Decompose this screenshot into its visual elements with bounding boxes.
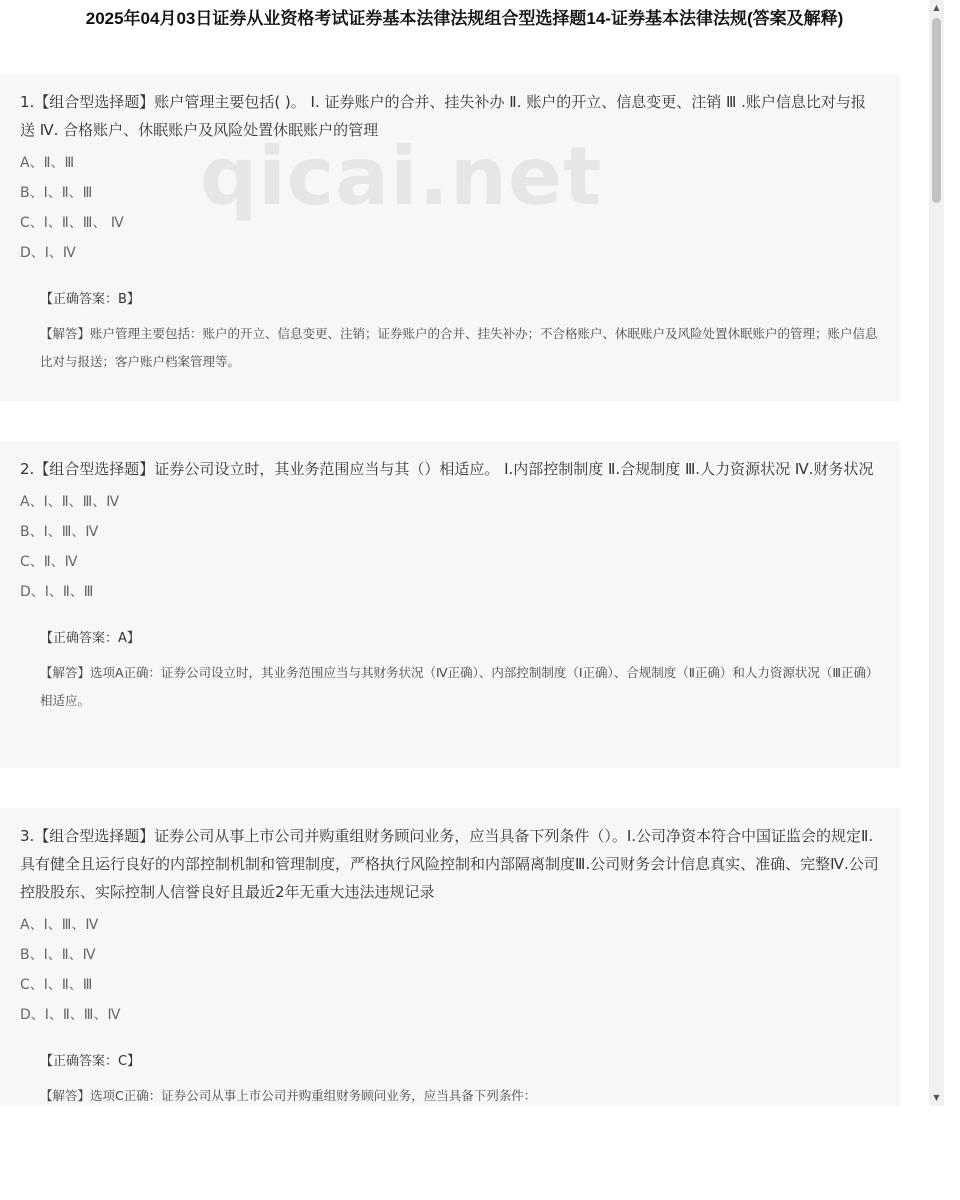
correct-answer: 【正确答案：C】 xyxy=(40,1054,141,1069)
option-c[interactable]: C、Ⅱ、Ⅳ xyxy=(20,554,78,570)
explanation: 【解答】选项A正确：证券公司设立时，其业务范围应当与其财务状况（Ⅳ正确）、内部控制制度（Ⅰ正确）、合规制度（Ⅱ正确）和人力资源状况（Ⅲ正确）相适应。 xyxy=(40,665,879,708)
correct-answer: 【正确答案：B】 xyxy=(40,292,140,307)
option-a[interactable]: A、Ⅰ、Ⅱ、Ⅲ、Ⅳ xyxy=(20,494,120,510)
watermark: qicai.net xyxy=(200,130,603,223)
option-c[interactable]: C、Ⅰ、Ⅱ、Ⅲ、 Ⅳ xyxy=(20,215,124,231)
option-b[interactable]: B、Ⅰ、Ⅱ、Ⅲ xyxy=(20,185,93,201)
option-c[interactable]: C、Ⅰ、Ⅱ、Ⅲ xyxy=(20,977,93,993)
question-stem: 1.【组合型选择题】账户管理主要包括( )。 Ⅰ. 证券账户的合并、挂失补办 Ⅱ. 账户的开立、信息变更、注销 Ⅲ .账户信息比对与报送 Ⅳ. 合格账户、休眠账户及风险处置休眠账户的管理 xyxy=(20,93,866,139)
explanation: 【解答】选项C正确：证券公司从事上市公司并购重组财务顾问业务，应当具备下列条件： xyxy=(40,1088,537,1103)
option-a[interactable]: A、Ⅰ、Ⅲ、Ⅳ xyxy=(20,917,99,933)
option-d[interactable]: D、Ⅰ、Ⅱ、Ⅲ xyxy=(20,584,94,600)
option-d[interactable]: D、Ⅰ、Ⅱ、Ⅲ、Ⅳ xyxy=(20,1007,121,1023)
question-card-3 xyxy=(0,808,900,1106)
explanation: 【解答】账户管理主要包括：账户的开立、信息变更、注销；证券账户的合并、挂失补办；不合格账户、休眠账户及风险处置休眠账户的管理；账户信息比对与报送；客户账户档案管理等。 xyxy=(40,326,878,369)
page-title: 2025年04月03日证券从业资格考试证券基本法律法规组合型选择题14-证券基本法律法规(答案及解释) xyxy=(85,9,844,28)
question-card-2 xyxy=(0,441,900,768)
question-stem: 3.【组合型选择题】证券公司从事上市公司并购重组财务顾问业务，应当具备下列条件（）。Ⅰ.公司净资本符合中国证监会的规定Ⅱ.具有健全且运行良好的内部控制机制和管理制度，严格执行风险控制和内部隔离制度Ⅲ.公司财务会计信息真实、准确、完整Ⅳ.公司控股股东、实际控制人信誉良好且最近2年无重大违法违规记录 xyxy=(20,827,879,901)
question-stem: 2.【组合型选择题】证券公司设立时，其业务范围应当与其（）相适应。 Ⅰ.内部控制制度 Ⅱ.合规制度 Ⅲ.人力资源状况 Ⅳ.财务状况 xyxy=(20,460,874,478)
scroll-up-arrow-icon[interactable]: ▲ xyxy=(933,3,940,12)
vertical-scrollbar[interactable] xyxy=(929,0,944,1106)
option-a[interactable]: A、Ⅱ、Ⅲ xyxy=(20,155,75,171)
option-d[interactable]: D、Ⅰ、Ⅳ xyxy=(20,245,76,261)
scrollbar-thumb[interactable] xyxy=(932,18,941,203)
option-b[interactable]: B、Ⅰ、Ⅲ、Ⅳ xyxy=(20,524,99,540)
correct-answer: 【正确答案：A】 xyxy=(40,631,140,646)
question-card-1 xyxy=(0,74,900,401)
scroll-down-arrow-icon[interactable]: ▼ xyxy=(933,1093,940,1102)
option-b[interactable]: B、Ⅰ、Ⅱ、Ⅳ xyxy=(20,947,96,963)
